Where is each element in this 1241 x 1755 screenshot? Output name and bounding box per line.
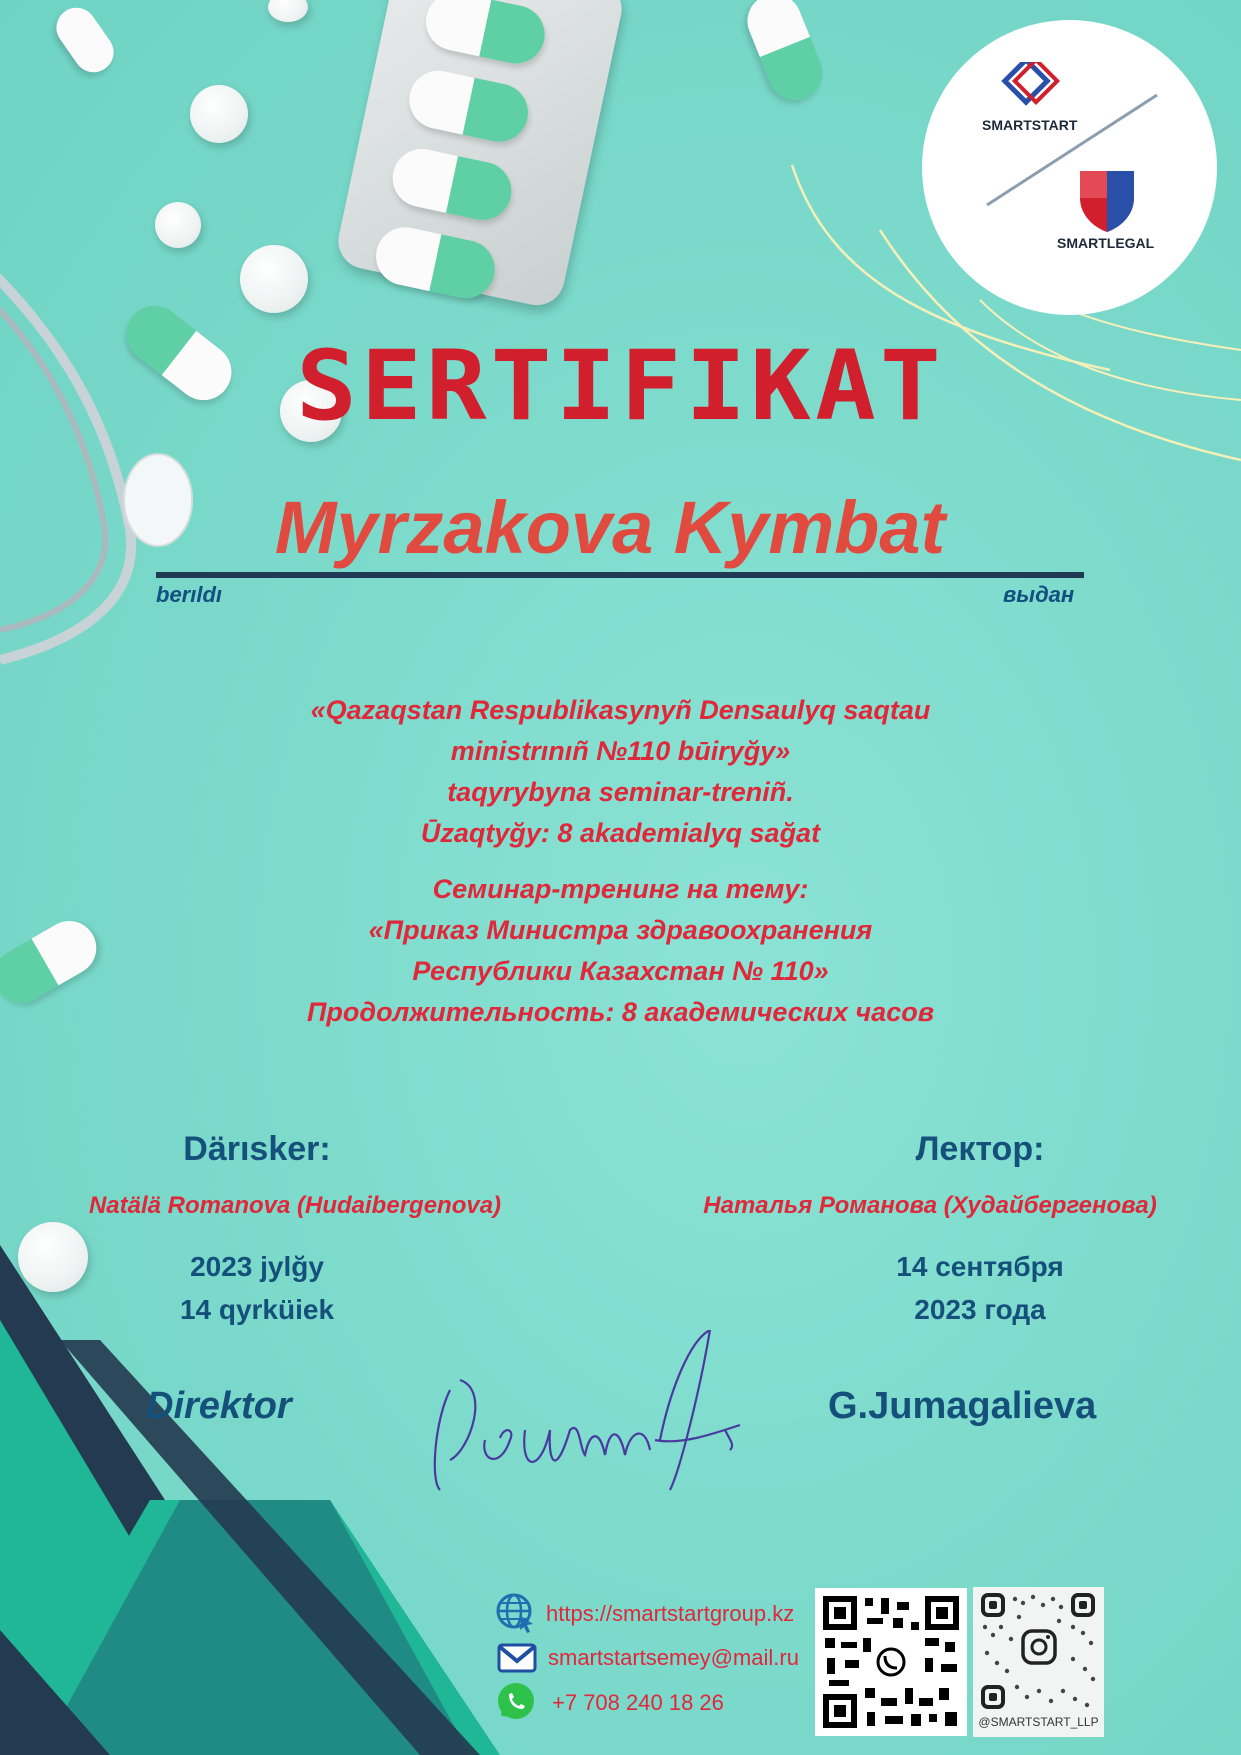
issued-label-kz: berıldı xyxy=(156,582,223,607)
director-label: Direktor xyxy=(146,1385,292,1427)
date-ru-line1: 14 сентября xyxy=(896,1251,1064,1282)
description-line: ministrınıñ №110 būiryğy» xyxy=(450,736,791,766)
date-kz xyxy=(57,1245,457,1331)
logo-badge xyxy=(922,20,1217,315)
whatsapp-icon xyxy=(495,1680,537,1722)
description-line: «Приказ Министра здравоохранения xyxy=(368,915,873,945)
issued-label-ru: выдан xyxy=(1003,582,1075,607)
description-line: Ūzaqtyğy: 8 akademialyq sağat xyxy=(420,818,821,848)
email-link[interactable]: smartstartsemey@mail.ru xyxy=(548,1645,799,1670)
certificate-title: SERTIFIKAT xyxy=(296,330,945,442)
name-underline xyxy=(156,572,1084,578)
whatsapp-qr-code[interactable] xyxy=(815,1588,967,1736)
director-name: G.Jumagalieva xyxy=(828,1385,1097,1427)
date-kz-line2: 14 qyrküiek xyxy=(179,1294,335,1325)
description-kz xyxy=(0,690,1241,854)
lecturer-label-kz: Därısker: xyxy=(183,1130,331,1168)
smartstart-logo-text: SMARTSTART xyxy=(982,117,1078,133)
director-signature xyxy=(430,1330,780,1520)
description-line: taqyrybyna seminar-treniñ. xyxy=(447,777,794,807)
description-ru xyxy=(0,869,1241,1033)
recipient-name: Myrzakova Kymbat xyxy=(274,486,946,569)
globe-icon xyxy=(495,1592,537,1634)
date-ru-line2: 2023 года xyxy=(914,1294,1046,1325)
smartlegal-logo-text: SMARTLEGAL xyxy=(1057,235,1155,251)
lecturer-name-kz: Natälä Romanova (Hudaibergenova) xyxy=(88,1192,502,1219)
description-line: Семинар-тренинг на тему: xyxy=(432,874,809,904)
lecturer-name-ru: Наталья Романова (Худайбергенова) xyxy=(703,1192,1157,1219)
qr-pattern xyxy=(973,1587,1104,1715)
description-line: Республики Казахстан № 110» xyxy=(412,956,829,986)
smartlegal-shield-icon xyxy=(1077,168,1137,234)
website-link[interactable]: https://smartstartgroup.kz xyxy=(546,1601,795,1626)
phone-number[interactable]: +7 708 240 18 26 xyxy=(552,1690,724,1715)
date-kz-line1: 2023 jylğy xyxy=(190,1251,324,1282)
qr-pattern xyxy=(815,1588,967,1736)
date-ru xyxy=(780,1245,1180,1331)
lecturer-label-ru: Лектор: xyxy=(915,1130,1045,1168)
instagram-handle: @SMARTSTART_LLP xyxy=(978,1715,1099,1729)
mail-icon xyxy=(497,1642,537,1674)
description-line: «Qazaqstan Respublikasynyñ Densaulyq saqtau xyxy=(310,695,931,725)
description-line: Продолжительность: 8 академических часов xyxy=(306,997,935,1027)
instagram-qr-code[interactable] xyxy=(973,1587,1104,1737)
